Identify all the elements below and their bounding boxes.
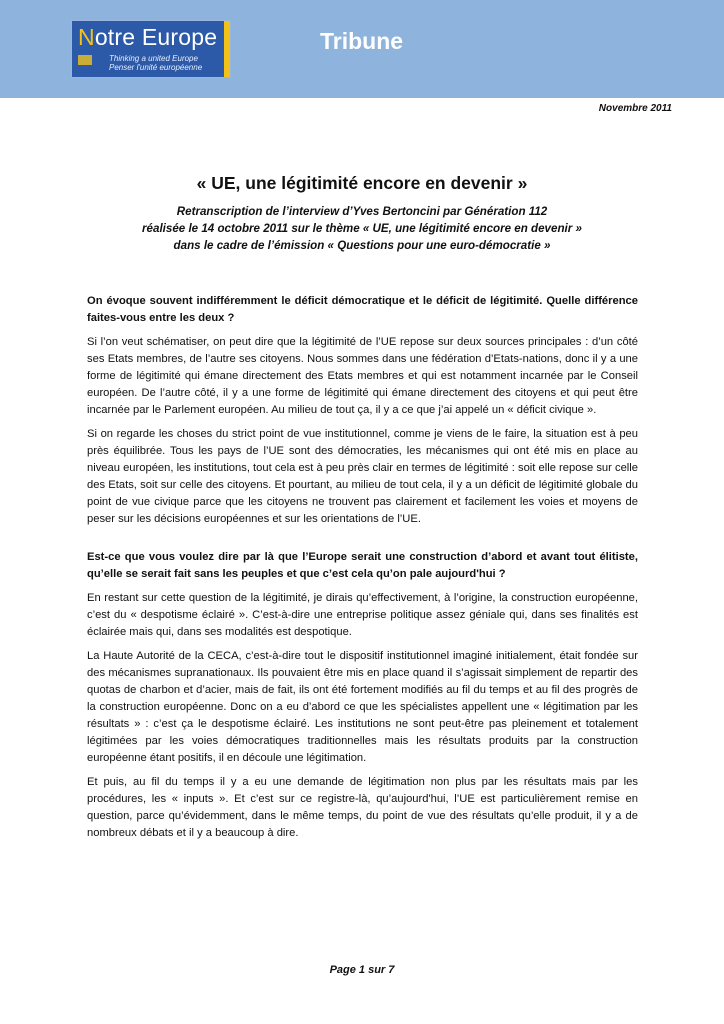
notre-europe-logo [71, 20, 231, 78]
answer-2-paragraph-3: Et puis, au fil du temps il y a eu une demande de légitimation non plus par les résultats mais par les procédures, les « inputs ». Et c’est sur ce registre-là, qu’aujourd'hui, l’UE est particulièrement remise en question, parce qu’évidemment, dans le même temps, du point de vue des résultats qu’elle produit, il y a de nombreux débats et il y a beaucoup à dire. [87, 776, 638, 839]
header-title: Tribune [320, 28, 404, 54]
logo-name: Notre Europe [78, 24, 218, 50]
document-title: « UE, une légitimité encore en devenir » [196, 173, 528, 193]
page-number: Page 1 sur 7 [329, 964, 395, 976]
logo-tagline: Thinking a united Europe Penser l'unité européenne [109, 54, 203, 72]
answer-2-paragraph-1: En restant sur cette question de la légitimité, je dirais qu’effectivement, à l’origine, la construction européenne, c’est du « despotisme éclairé ». C’est-à-dire une entreprise politique assez géniale qui, dans ses finalités est éclairée mais qui, dans ses modalités est despotique. [87, 592, 638, 638]
subtitle-line: Retranscription de l’interview d’Yves Bertoncini par Génération 112 [176, 205, 548, 218]
document-subtitle [0, 203, 724, 254]
question-2: Est-ce que vous voulez dire par là que l’Europe serait une construction d’abord et avant tout élitiste, qu’elle se serait fait sans les peuples et que c’est cela qu’on pale aujourd'hui ? [87, 551, 638, 580]
publication-date: Novembre 2011 [598, 103, 672, 114]
answer-2-paragraph-2: La Haute Autorité de la CECA, c’est-à-dire tout le dispositif institutionnel imaginé initialement, était fondée sur des mécanismes supranationaux. Ils pouvaient être mis en place quand il s’agissait simplement de repartir des quotas de charbon et d’acier, mais de fait, ils ont été fortement modifiés au fil du temps et au fil des progrès de la construction européenne. Donc on a eu d’abord ce que les spécialistes appellent une « légitimation par les résultats » : c’est ça le despotisme éclairé. Les institutions ne sont peut-être pas pleinement et totalement légitimées par les voies démocratiques traditionnelles mais les résultats produits par la construction européenne étant positifs, il en découle une légitimation. [87, 650, 638, 764]
logo-accent-stripe [224, 21, 230, 77]
header-banner [0, 0, 724, 98]
subtitle-line: dans le cadre de l’émission « Questions pour une euro-démocratie » [173, 239, 551, 252]
subtitle-line: réalisée le 14 octobre 2011 sur le thème « UE, une légitimité encore en devenir » [142, 222, 582, 235]
question-1: On évoque souvent indifféremment le déficit démocratique et le déficit de légitimité. Quelle différence faites-vous entre les deux ? [87, 295, 638, 324]
answer-1-paragraph-1: Si l’on veut schématiser, on peut dire que la légitimité de l’UE repose sur deux sources principales : d’un côté ses Etats membres, de l’autre ses citoyens. Nous sommes dans une fédération d’Etats-nations, donc il y a une forme de légitimité qui émane directement des Etats membres et qui est notamment incarnée par le Conseil européen. De l’autre côté, il y a une forme de légitimité qui émane directement des citoyens et qui peut être incarnée par le Parlement européen. Au milieu de tout ça, il y a ce que j’ai appelé un « déficit civique ». [87, 336, 638, 416]
document-body [87, 293, 638, 849]
eu-flag-icon [78, 55, 92, 65]
answer-1-paragraph-2: Si on regarde les choses du strict point de vue institutionnel, comme je viens de le faire, la situation est à peu près équilibrée. Tous les pays de l’UE sont des démocraties, les mécanismes qui ont été mis en place au niveau européen, les institutions, tout cela est à peu près clair en termes de légitimité : soit elle repose sur celle des Etats, soit sur celle des citoyens. Et pourtant, au milieu de tout cela, il y a un déficit de légitimité globale du point de vue civique parce que les citoyens ne trouvent pas clairement et facilement les voies et moyens de peser sur les décisions européennes et sur les orientations de l’UE. [87, 428, 638, 525]
